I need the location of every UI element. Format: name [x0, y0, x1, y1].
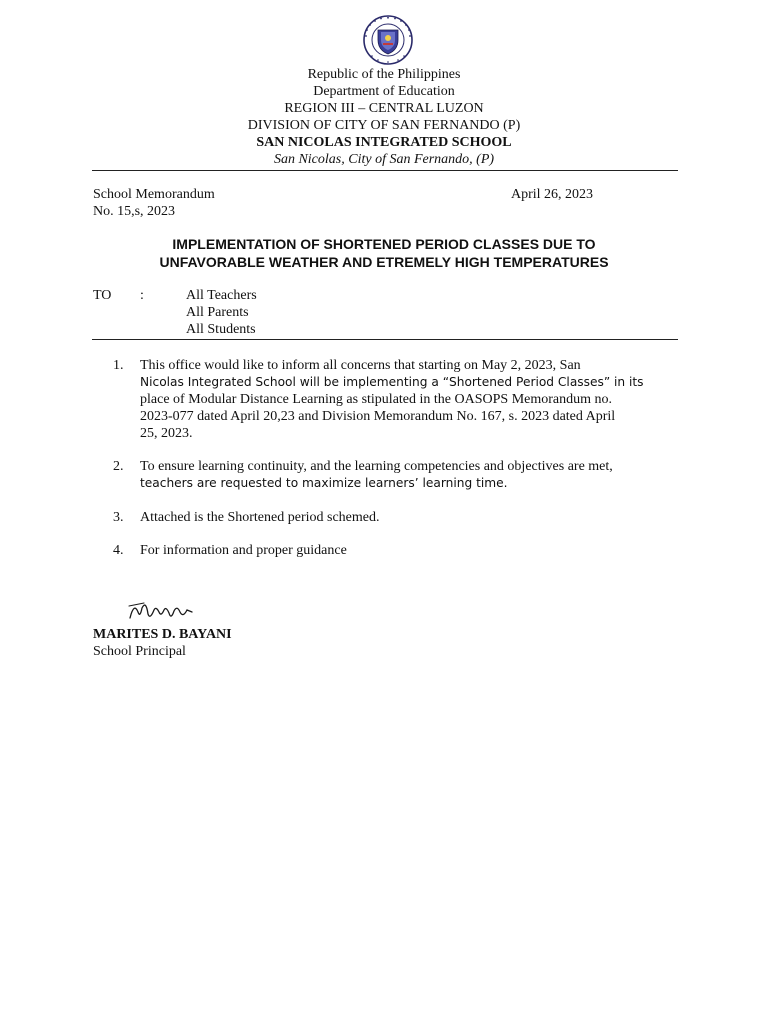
recipient-students: All Students — [186, 322, 256, 337]
item-line: To ensure learning continuity, and the learning competencies and objectives are met, — [140, 459, 613, 474]
item-text — [140, 357, 673, 442]
item-line: teachers are requested to maximize learners’ learning time. — [140, 476, 508, 490]
signatory-name: MARITES D. BAYANI — [93, 627, 232, 642]
item-line: place of Modular Distance Learning as stipulated in the OASOPS Memorandum no. — [140, 392, 613, 407]
memo-title-line-2: UNFAVORABLE WEATHER AND ETREMELY HIGH TEMPERATURES — [159, 254, 609, 270]
header-department: Department of Education — [313, 84, 455, 99]
item-line: Attached is the Shortened period schemed. — [140, 510, 380, 525]
to-label: TO — [93, 288, 112, 303]
memo-title-line-1: IMPLEMENTATION OF SHORTENED PERIOD CLASSES DUE TO — [172, 236, 596, 252]
item-text — [140, 542, 673, 559]
header-division: DIVISION OF CITY OF SAN FERNANDO (P) — [247, 118, 521, 133]
item-number: 3. — [113, 510, 124, 525]
item-line: 25, 2023. — [140, 426, 193, 441]
deped-seal-logo — [352, 14, 424, 66]
recipient-parents: All Parents — [186, 305, 249, 320]
header-republic: Republic of the Philippines — [307, 67, 461, 82]
header-school-name: SAN NICOLAS INTEGRATED SCHOOL — [256, 135, 512, 150]
memo-number: No. 15,s, 2023 — [93, 204, 176, 219]
item-line: Nicolas Integrated School will be implementing a “Shortened Period Classes” in its — [140, 375, 644, 389]
item-line: 2023-077 dated April 20,23 and Division Memorandum No. 167, s. 2023 dated April — [140, 409, 616, 424]
header-region: REGION III – CENTRAL LUZON — [284, 101, 484, 116]
signatory-position: School Principal — [93, 644, 186, 659]
recipients-divider — [92, 339, 678, 340]
recipient-teachers: All Teachers — [186, 288, 257, 303]
header-school-address: San Nicolas, City of San Fernando, (P) — [273, 152, 495, 167]
memo-date: April 26, 2023 — [511, 187, 594, 202]
item-line: This office would like to inform all concerns that starting on May 2, 2023, San — [140, 358, 581, 373]
item-number: 4. — [113, 543, 124, 558]
to-colon: : — [140, 288, 144, 303]
item-line: For information and proper guidance — [140, 543, 347, 558]
item-number: 2. — [113, 459, 124, 474]
item-text — [140, 509, 673, 526]
item-number: 1. — [113, 358, 124, 373]
header-divider — [92, 170, 678, 171]
handwritten-signature — [126, 598, 196, 628]
memo-type: School Memorandum — [93, 187, 215, 202]
item-text — [140, 458, 673, 492]
